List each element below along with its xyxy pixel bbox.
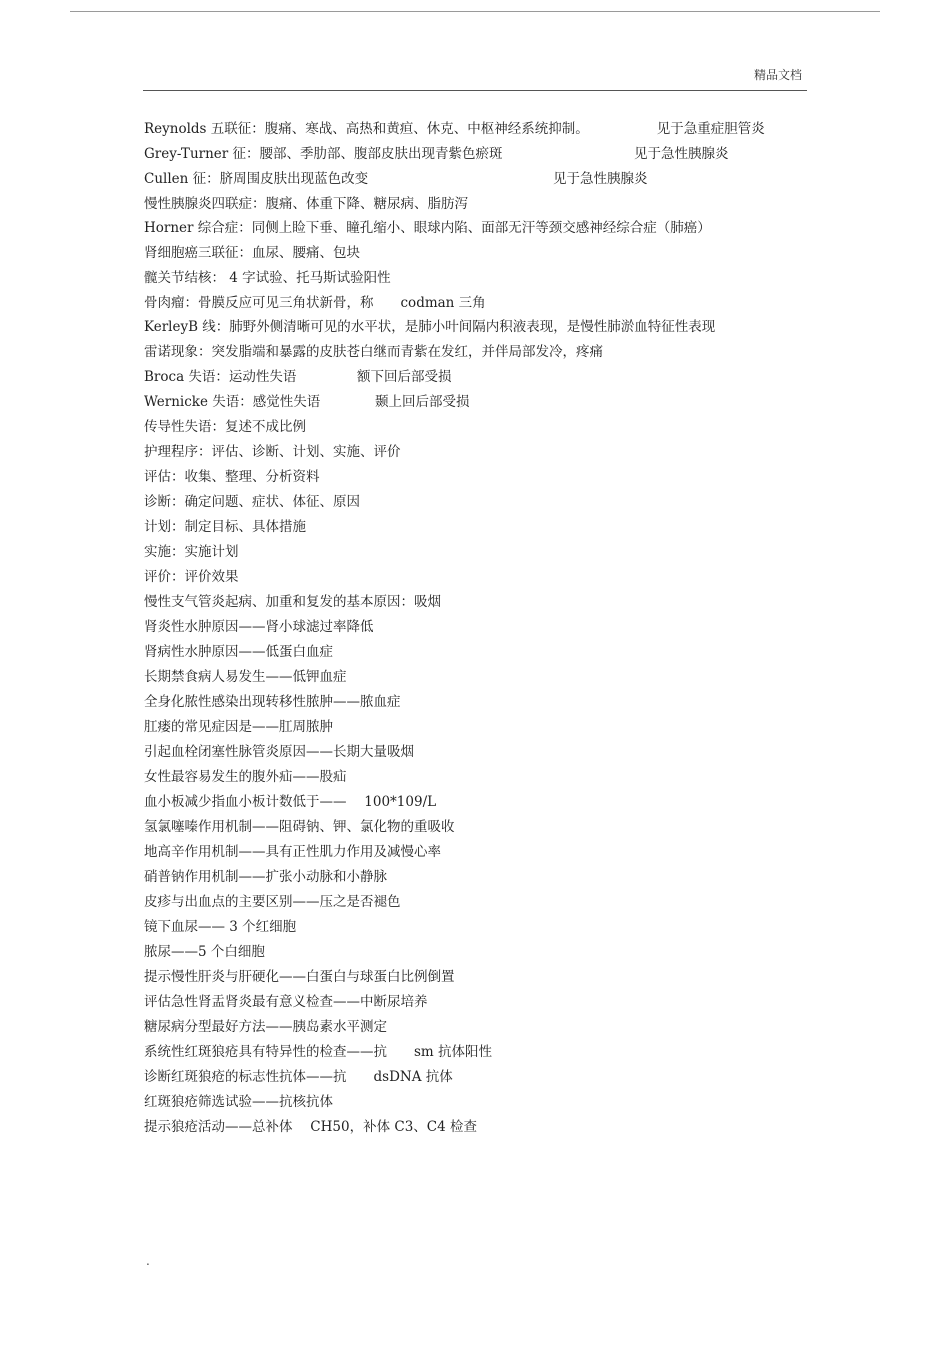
line-text: 全身化脓性感染出现转移性脓肿——脓血症 bbox=[144, 694, 401, 710]
line-text: 糖尿病分型最好方法——胰岛素水平测定 bbox=[144, 1019, 387, 1035]
text-line-diabetes-typing bbox=[144, 1015, 804, 1040]
text-line-diagnosis bbox=[144, 490, 804, 515]
line-text: 地高辛作用机制——具有正性肌力作用及减慢心率 bbox=[144, 844, 441, 860]
line-text: Grey-Turner 征：腰部、季肋部、腹部皮肤出现青紫色瘀斑 bbox=[144, 146, 503, 162]
text-line-anal-fistula bbox=[144, 715, 804, 740]
text-line-broca bbox=[144, 365, 804, 390]
text-line-chronic-bronchitis bbox=[144, 590, 804, 615]
line-text: KerleyB 线：肺野外侧清晰可见的水平状，是肺小叶间隔内积液表现，是慢性肺淤血特征性表现 bbox=[144, 319, 716, 335]
line-text: 脓尿——5 个白细胞 bbox=[144, 944, 265, 960]
text-line-thrombocytopenia bbox=[144, 790, 804, 815]
line-tail: 见于急重症胆管炎 bbox=[656, 121, 765, 137]
line-text: 红斑狼疮筛选试验——抗核抗体 bbox=[144, 1094, 333, 1110]
line-text: 慢性支气管炎起病、加重和复发的基本原因：吸烟 bbox=[144, 594, 441, 610]
text-line-sle-screening bbox=[144, 1090, 804, 1115]
text-line-hydrochlorothiazide bbox=[144, 815, 804, 840]
text-line-chronic-pancreatitis bbox=[144, 192, 804, 217]
line-text: Reynolds 五联征：腹痛、寒战、高热和黄疸、休克、中枢神经系统抑制。 bbox=[144, 121, 589, 137]
line-text: 慢性胰腺炎四联症：腹痛、体重下降、糖尿病、脂肪泻 bbox=[144, 196, 468, 212]
line-text: 镜下血尿—— 3 个红细胞 bbox=[144, 919, 297, 935]
text-line-digoxin bbox=[144, 840, 804, 865]
text-line-nitroprusside bbox=[144, 865, 804, 890]
line-text: Cullen 征：脐周围皮肤出现蓝色改变 bbox=[144, 171, 369, 187]
text-line-hypokalemia bbox=[144, 665, 804, 690]
text-line-microscopic-hematuria bbox=[144, 915, 804, 940]
line-text: 实施：实施计划 bbox=[144, 544, 239, 560]
line-text: Broca 失语：运动性失语 bbox=[144, 369, 297, 385]
line-text: 皮疹与出血点的主要区别——压之是否褪色 bbox=[144, 894, 401, 910]
text-line-cullen bbox=[144, 167, 804, 192]
line-text: Horner 综合症：同侧上睑下垂、瞳孔缩小、眼球内陷、面部无汗等颈交感神经综合症（肺癌） bbox=[144, 220, 711, 236]
line-text: 雷诺现象：突发脂端和暴露的皮肤苍白继而青紫在发红，并伴局部发冷，疼痛 bbox=[144, 344, 603, 360]
text-line-conduction-aphasia bbox=[144, 415, 804, 440]
line-text: 肛瘘的常见症因是——肛周脓肿 bbox=[144, 719, 333, 735]
text-line-nephritic-edema bbox=[144, 615, 804, 640]
text-line-sle-marker-antibody bbox=[144, 1065, 804, 1090]
text-line-planning bbox=[144, 515, 804, 540]
line-tail: 颞上回后部受损 bbox=[375, 394, 470, 410]
line-text: 长期禁食病人易发生——低钾血症 bbox=[144, 669, 347, 685]
line-text: 肾炎性水肿原因——肾小球滤过率降低 bbox=[144, 619, 374, 635]
line-text: 引起血栓闭塞性脉管炎原因——长期大量吸烟 bbox=[144, 744, 414, 760]
line-text: Wernicke 失语：感觉性失语 bbox=[144, 394, 321, 410]
line-text: 硝普钠作用机制——扩张小动脉和小静脉 bbox=[144, 869, 387, 885]
text-line-pyuria bbox=[144, 940, 804, 965]
header-rule bbox=[143, 90, 807, 91]
footer-mark: . bbox=[146, 1254, 150, 1268]
line-text: 提示狼疮活动——总补体 CH50，补体 C3、C4 检查 bbox=[144, 1119, 477, 1135]
line-tail: 见于急性胰腺炎 bbox=[634, 146, 729, 162]
line-text: 传导性失语：复述不成比例 bbox=[144, 419, 306, 435]
line-text: 血小板减少指血小板计数低于—— 100*109/L bbox=[144, 794, 437, 810]
text-line-reynolds bbox=[144, 118, 804, 142]
text-line-liver-ratio bbox=[144, 965, 804, 990]
line-text: 诊断：确定问题、症状、体征、原因 bbox=[144, 494, 360, 510]
text-line-horner bbox=[144, 217, 804, 241]
line-text: 诊断红斑狼疮的标志性抗体——抗 dsDNA 抗体 bbox=[144, 1069, 453, 1085]
line-text: 髋关节结核： 4 字试验、托马斯试验阳性 bbox=[144, 270, 391, 286]
header-label: 精品文档 bbox=[753, 68, 802, 82]
text-line-assessment bbox=[144, 465, 804, 490]
text-line-lupus-activity bbox=[144, 1115, 804, 1140]
text-line-thromboangiitis bbox=[144, 740, 804, 765]
text-line-implementation bbox=[144, 540, 804, 565]
line-tail: 额下回后部受损 bbox=[357, 369, 452, 385]
text-line-wernicke bbox=[144, 390, 804, 415]
text-line-pyelonephritis bbox=[144, 990, 804, 1015]
text-line-renal-cell-carcinoma bbox=[144, 241, 804, 266]
text-line-nursing-process bbox=[144, 440, 804, 465]
text-line-femoral-hernia bbox=[144, 765, 804, 790]
text-line-kerley-b bbox=[144, 316, 744, 340]
line-text: 肾病性水肿原因——低蛋白血症 bbox=[144, 644, 333, 660]
text-line-osteosarcoma bbox=[144, 291, 804, 316]
line-text: 氢氯噻嗪作用机制——阻碍钠、钾、氯化物的重吸收 bbox=[144, 819, 455, 835]
line-text: 评价：评价效果 bbox=[144, 569, 239, 585]
line-text: 提示慢性肝炎与肝硬化——白蛋白与球蛋白比例倒置 bbox=[144, 969, 455, 985]
text-line-nephrotic-edema bbox=[144, 640, 804, 665]
document-body bbox=[144, 118, 804, 1140]
page-top-rule bbox=[70, 11, 880, 12]
line-text: 系统性红斑狼疮具有特异性的检查——抗 sm 抗体阳性 bbox=[144, 1044, 493, 1060]
text-line-raynaud bbox=[144, 340, 804, 365]
text-line-grey-turner bbox=[144, 142, 804, 167]
line-text: 评估：收集、整理、分析资料 bbox=[144, 469, 320, 485]
line-text: 肾细胞癌三联征：血尿、腰痛、包块 bbox=[144, 245, 360, 261]
line-tail: 见于急性胰腺炎 bbox=[553, 171, 648, 187]
line-text: 计划：制定目标、具体措施 bbox=[144, 519, 306, 535]
text-line-rash-vs-bleeding bbox=[144, 890, 804, 915]
text-line-sle-specific-test bbox=[144, 1040, 804, 1065]
text-line-evaluation bbox=[144, 565, 804, 590]
line-text: 评估急性肾盂肾炎最有意义检查——中断尿培养 bbox=[144, 994, 428, 1010]
line-text: 护理程序：评估、诊断、计划、实施、评价 bbox=[144, 444, 401, 460]
line-text: 骨肉瘤：骨膜反应可见三角状新骨，称 codman 三角 bbox=[144, 295, 486, 311]
text-line-pyemia bbox=[144, 690, 804, 715]
line-text: 女性最容易发生的腹外疝——股疝 bbox=[144, 769, 347, 785]
text-line-hip-tuberculosis bbox=[144, 266, 804, 291]
